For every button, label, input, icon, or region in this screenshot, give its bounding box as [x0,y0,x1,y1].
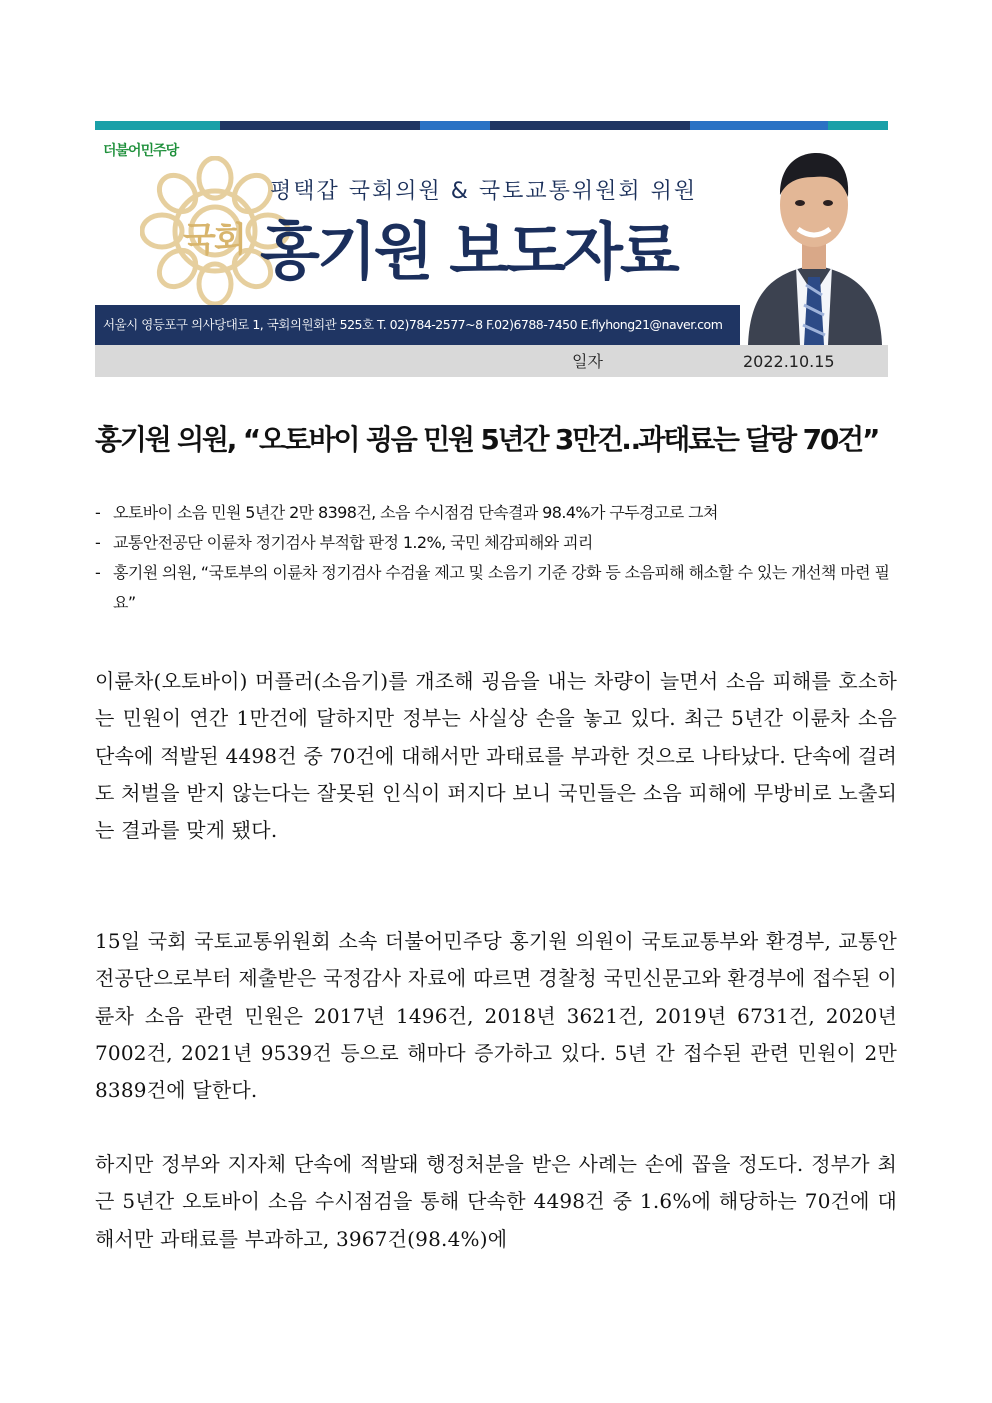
body-paragraph-3: 하지만 정부와 지자체 단속에 적발돼 행정처분을 받은 사례는 손에 꼽을 정도다. 정부가 최근 5년간 오토바이 소음 수시점검을 통해 단속한 4498건 중 1.6%에 해당하는 70건에 대해서만 과태료를 부과하고, 3967건(98.4%)에 [95,1152,897,1251]
body-paragraph-2: 15일 국회 국토교통위원회 소속 더불어민주당 홍기원 의원이 국토교통부와 환경부, 교통안전공단으로부터 제출받은 국정감사 자료에 따르면 경찰청 국민신문고와 환경부에 접수된 이륜차 소음 관련 민원은 2017년 1496건, 2018년 3621건, 2019년 6731건, 2020년 7002건, 2021년 9539건 등으로 해마다 증가하고 있다. 5년 간 접수된 관련 민원이 2만8389건에 달한다. [95,929,897,1103]
headline: 홍기원 의원, “오토바이 굉음 민원 5년간 3만건‥과태료는 달랑 70건” [95,423,879,456]
summary-bullets [95,498,900,618]
header-color-bar [95,121,888,130]
date-value: 2022.10.15 [743,352,835,371]
date-label: 일자 [572,352,603,371]
body-paragraph-1: 이륜차(오토바이) 머플러(소음기)를 개조해 굉음을 내는 차량이 늘면서 소음 피해를 호소하는 민원이 연간 1만건에 달하지만 정부는 사실상 손을 놓고 있다. 최근 5년간 이륜차 소음 단속에 적발된 4498건 중 70건에 대해서만 과태료를 부과한 것으로 나타났다. 단속에 걸려도 처벌을 받지 않는다는 잘못된 인식이 퍼지다 보니 국민들은 소음 피해에 무방비로 노출되는 결과를 맞게 됐다. [95,669,897,843]
lawmaker-portrait-icon [740,145,888,345]
press-subtitle: 평택갑 국회의원 & 국토교통위원회 위원 [270,179,698,204]
date-bar [95,345,888,377]
press-title: 홍기원 보도자료 [260,215,677,288]
list-item: - 오토바이 소음 민원 5년간 2만 8398건, 소음 수시점검 단속결과 98.4%가 구두경고로 그쳐 [95,503,718,522]
seal-label: 국회 [183,220,245,260]
party-logo: 더불어민주당 [103,143,179,159]
contact-bar: 서울시 영등포구 의사당대로 1, 국회의원회관 525호 T. 02)784-2577~8 F.02)6788-7450 E.flyhong21@naver.com [95,305,740,345]
list-item: - 교통안전공단 이륜차 정기검사 부적합 판정 1.2%, 국민 체감피해와 괴리 [95,533,593,552]
list-item: - 홍기원 의원, “국토부의 이륜차 정기검사 수검율 제고 및 소음기 기준 강화 등 소음피해 해소할 수 있는 개선책 마련 필요” [95,563,890,612]
